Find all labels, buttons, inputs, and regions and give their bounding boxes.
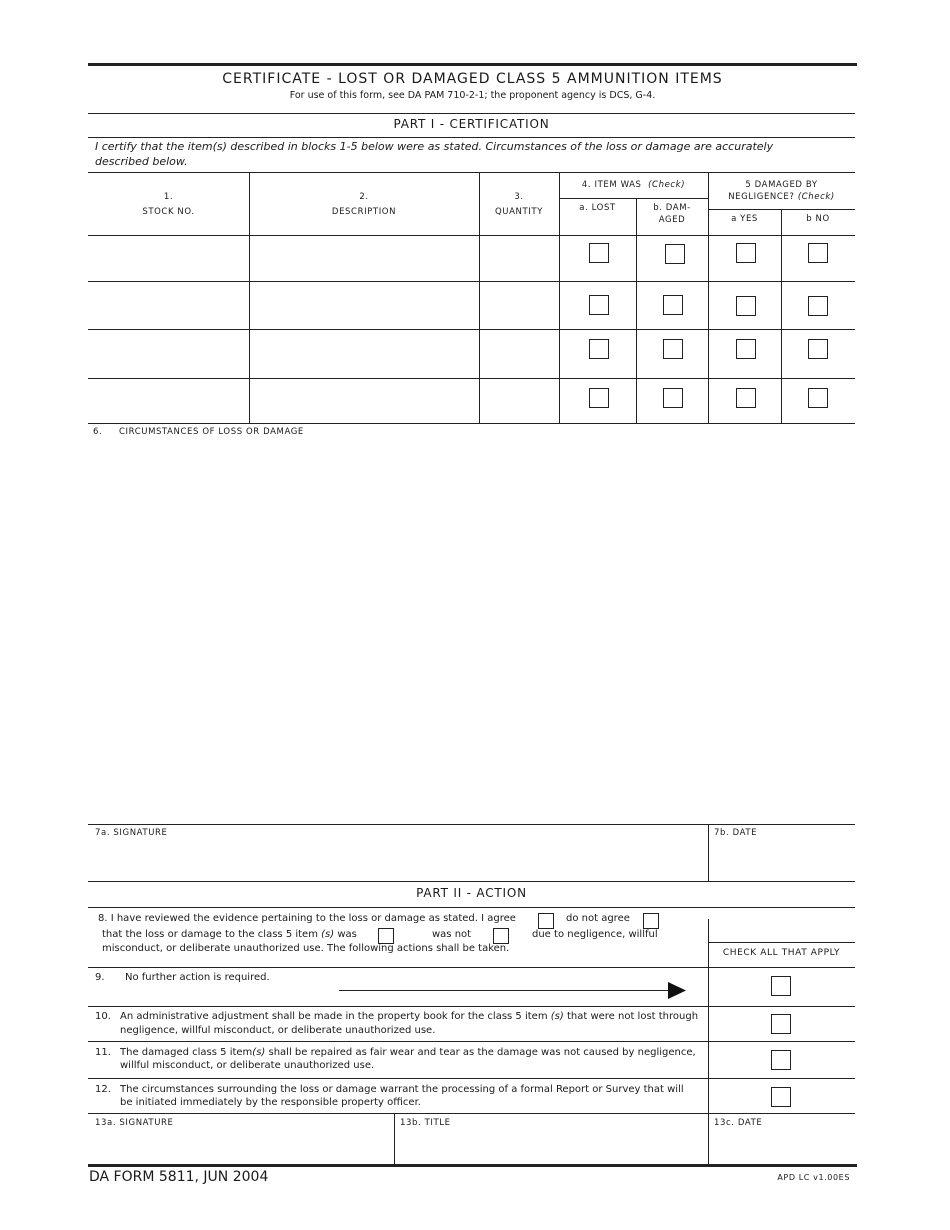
col-stock-num: 1. [163, 192, 174, 202]
title-13b-label: 13b. TITLE [400, 1118, 451, 1128]
col-lost: a. LOST [579, 203, 616, 213]
agree-checkbox[interactable] [538, 913, 554, 929]
date-7b-label: 7b. DATE [714, 828, 758, 838]
title-13b-field[interactable] [400, 1132, 702, 1162]
item12-num: 12. [95, 1084, 111, 1095]
circumstances-num: 6. [93, 427, 103, 437]
item10-checkbox[interactable] [771, 1014, 791, 1034]
col-damaged-2: AGED [658, 215, 686, 225]
col-item-was: 4. ITEM WAS (Check) [581, 180, 686, 190]
item9-text: No further action is required. [125, 972, 270, 983]
date-13c-field[interactable] [714, 1132, 852, 1162]
row2-yes-checkbox[interactable] [736, 296, 756, 316]
row1-lost-checkbox[interactable] [589, 243, 609, 263]
item11-num: 11. [95, 1047, 111, 1058]
item8-line3: misconduct, or deliberate unauthorized use. The following actions shall be taken. [102, 943, 510, 954]
row1-damaged-checkbox[interactable] [665, 244, 685, 264]
form-subtitle: For use of this form, see DA PAM 710-2-1; the proponent agency is DCS, G-4. [289, 90, 656, 101]
signature-7a-field[interactable] [95, 842, 700, 878]
form-id: DA FORM 5811, JUN 2004 [89, 1169, 269, 1185]
part2-heading: PART II - ACTION [416, 886, 527, 900]
row4-damaged-checkbox[interactable] [663, 388, 683, 408]
item11-checkbox[interactable] [771, 1050, 791, 1070]
part1-heading: PART I - CERTIFICATION [393, 117, 550, 131]
item12-text-2: be initiated immediately by the responsible property officer. [120, 1097, 421, 1108]
item10-text: An administrative adjustment shall be made in the property book for the class 5 item (s) that were not lost through [120, 1011, 699, 1022]
do-not-agree-checkbox[interactable] [643, 913, 659, 929]
arrow-line [339, 990, 671, 991]
arrow-right-icon [668, 982, 686, 1000]
row3-damaged-checkbox[interactable] [663, 339, 683, 359]
row3-lost-checkbox[interactable] [589, 339, 609, 359]
row2-lost-checkbox[interactable] [589, 295, 609, 315]
row1-no-checkbox[interactable] [808, 243, 828, 263]
item11-text: The damaged class 5 item(s) shall be repaired as fair wear and tear as the damage was not caused by negligence, [120, 1047, 696, 1058]
item10-text-2: negligence, willful misconduct, or deliberate unauthorized use. [120, 1025, 436, 1036]
form-title: CERTIFICATE - LOST OR DAMAGED CLASS 5 AMMUNITION ITEMS [222, 71, 723, 87]
row1-yes-checkbox[interactable] [736, 243, 756, 263]
col-negligence-1: 5 DAMAGED BY [745, 180, 818, 190]
col-qty-label: QUANTITY [495, 207, 543, 217]
item11-text-2: willful misconduct, or deliberate unauthorized use. [120, 1060, 375, 1071]
item10-num: 10. [95, 1011, 111, 1022]
signature-13a-label: 13a. SIGNATURE [95, 1118, 174, 1128]
item8-line2a: that the loss or damage to the class 5 item (s) was [102, 929, 357, 940]
item9-checkbox[interactable] [771, 976, 791, 996]
circumstances-textarea[interactable] [95, 445, 850, 815]
col-no: b NO [806, 214, 830, 224]
certification-statement: I certify that the item(s) described in blocks 1-5 below were as stated. Circumstances of the loss or damage are accurately described below. [95, 140, 774, 168]
item8-line1: 8. I have reviewed the evidence pertaining to the loss or damage as stated. I agree [98, 913, 516, 924]
row3-yes-checkbox[interactable] [736, 339, 756, 359]
col-negligence-2: NEGLIGENCE? (Check) [728, 192, 835, 202]
row2-damaged-checkbox[interactable] [663, 295, 683, 315]
circumstances-label: CIRCUMSTANCES OF LOSS OR DAMAGE [119, 427, 304, 437]
col-yes: a YES [731, 214, 758, 224]
item9-num: 9. [95, 972, 105, 983]
col-qty-num: 3. [514, 192, 524, 202]
item8-do-not-agree: do not agree [566, 913, 630, 924]
col-stock-label: STOCK NO. [142, 207, 195, 217]
item12-text: The circumstances surrounding the loss or damage warrant the processing of a formal Report or Survey that will [120, 1084, 684, 1095]
row4-yes-checkbox[interactable] [736, 388, 756, 408]
col-damaged-1: b. DAM- [653, 203, 691, 213]
row4-no-checkbox[interactable] [808, 388, 828, 408]
form-version: APD LC v1.00ES [777, 1173, 850, 1182]
signature-13a-field[interactable] [95, 1132, 389, 1162]
item8-line2d: due to negligence, willful [532, 929, 658, 940]
check-all-label: CHECK ALL THAT APPLY [722, 948, 841, 958]
item12-checkbox[interactable] [771, 1087, 791, 1107]
col-desc-num: 2. [359, 192, 369, 202]
signature-7a-label: 7a. SIGNATURE [95, 828, 168, 838]
item8-was-not: was not [432, 929, 472, 940]
row4-lost-checkbox[interactable] [589, 388, 609, 408]
row3-no-checkbox[interactable] [808, 339, 828, 359]
row2-no-checkbox[interactable] [808, 296, 828, 316]
col-desc-label: DESCRIPTION [331, 207, 397, 217]
date-7b-field[interactable] [714, 842, 852, 878]
date-13c-label: 13c. DATE [714, 1118, 763, 1128]
